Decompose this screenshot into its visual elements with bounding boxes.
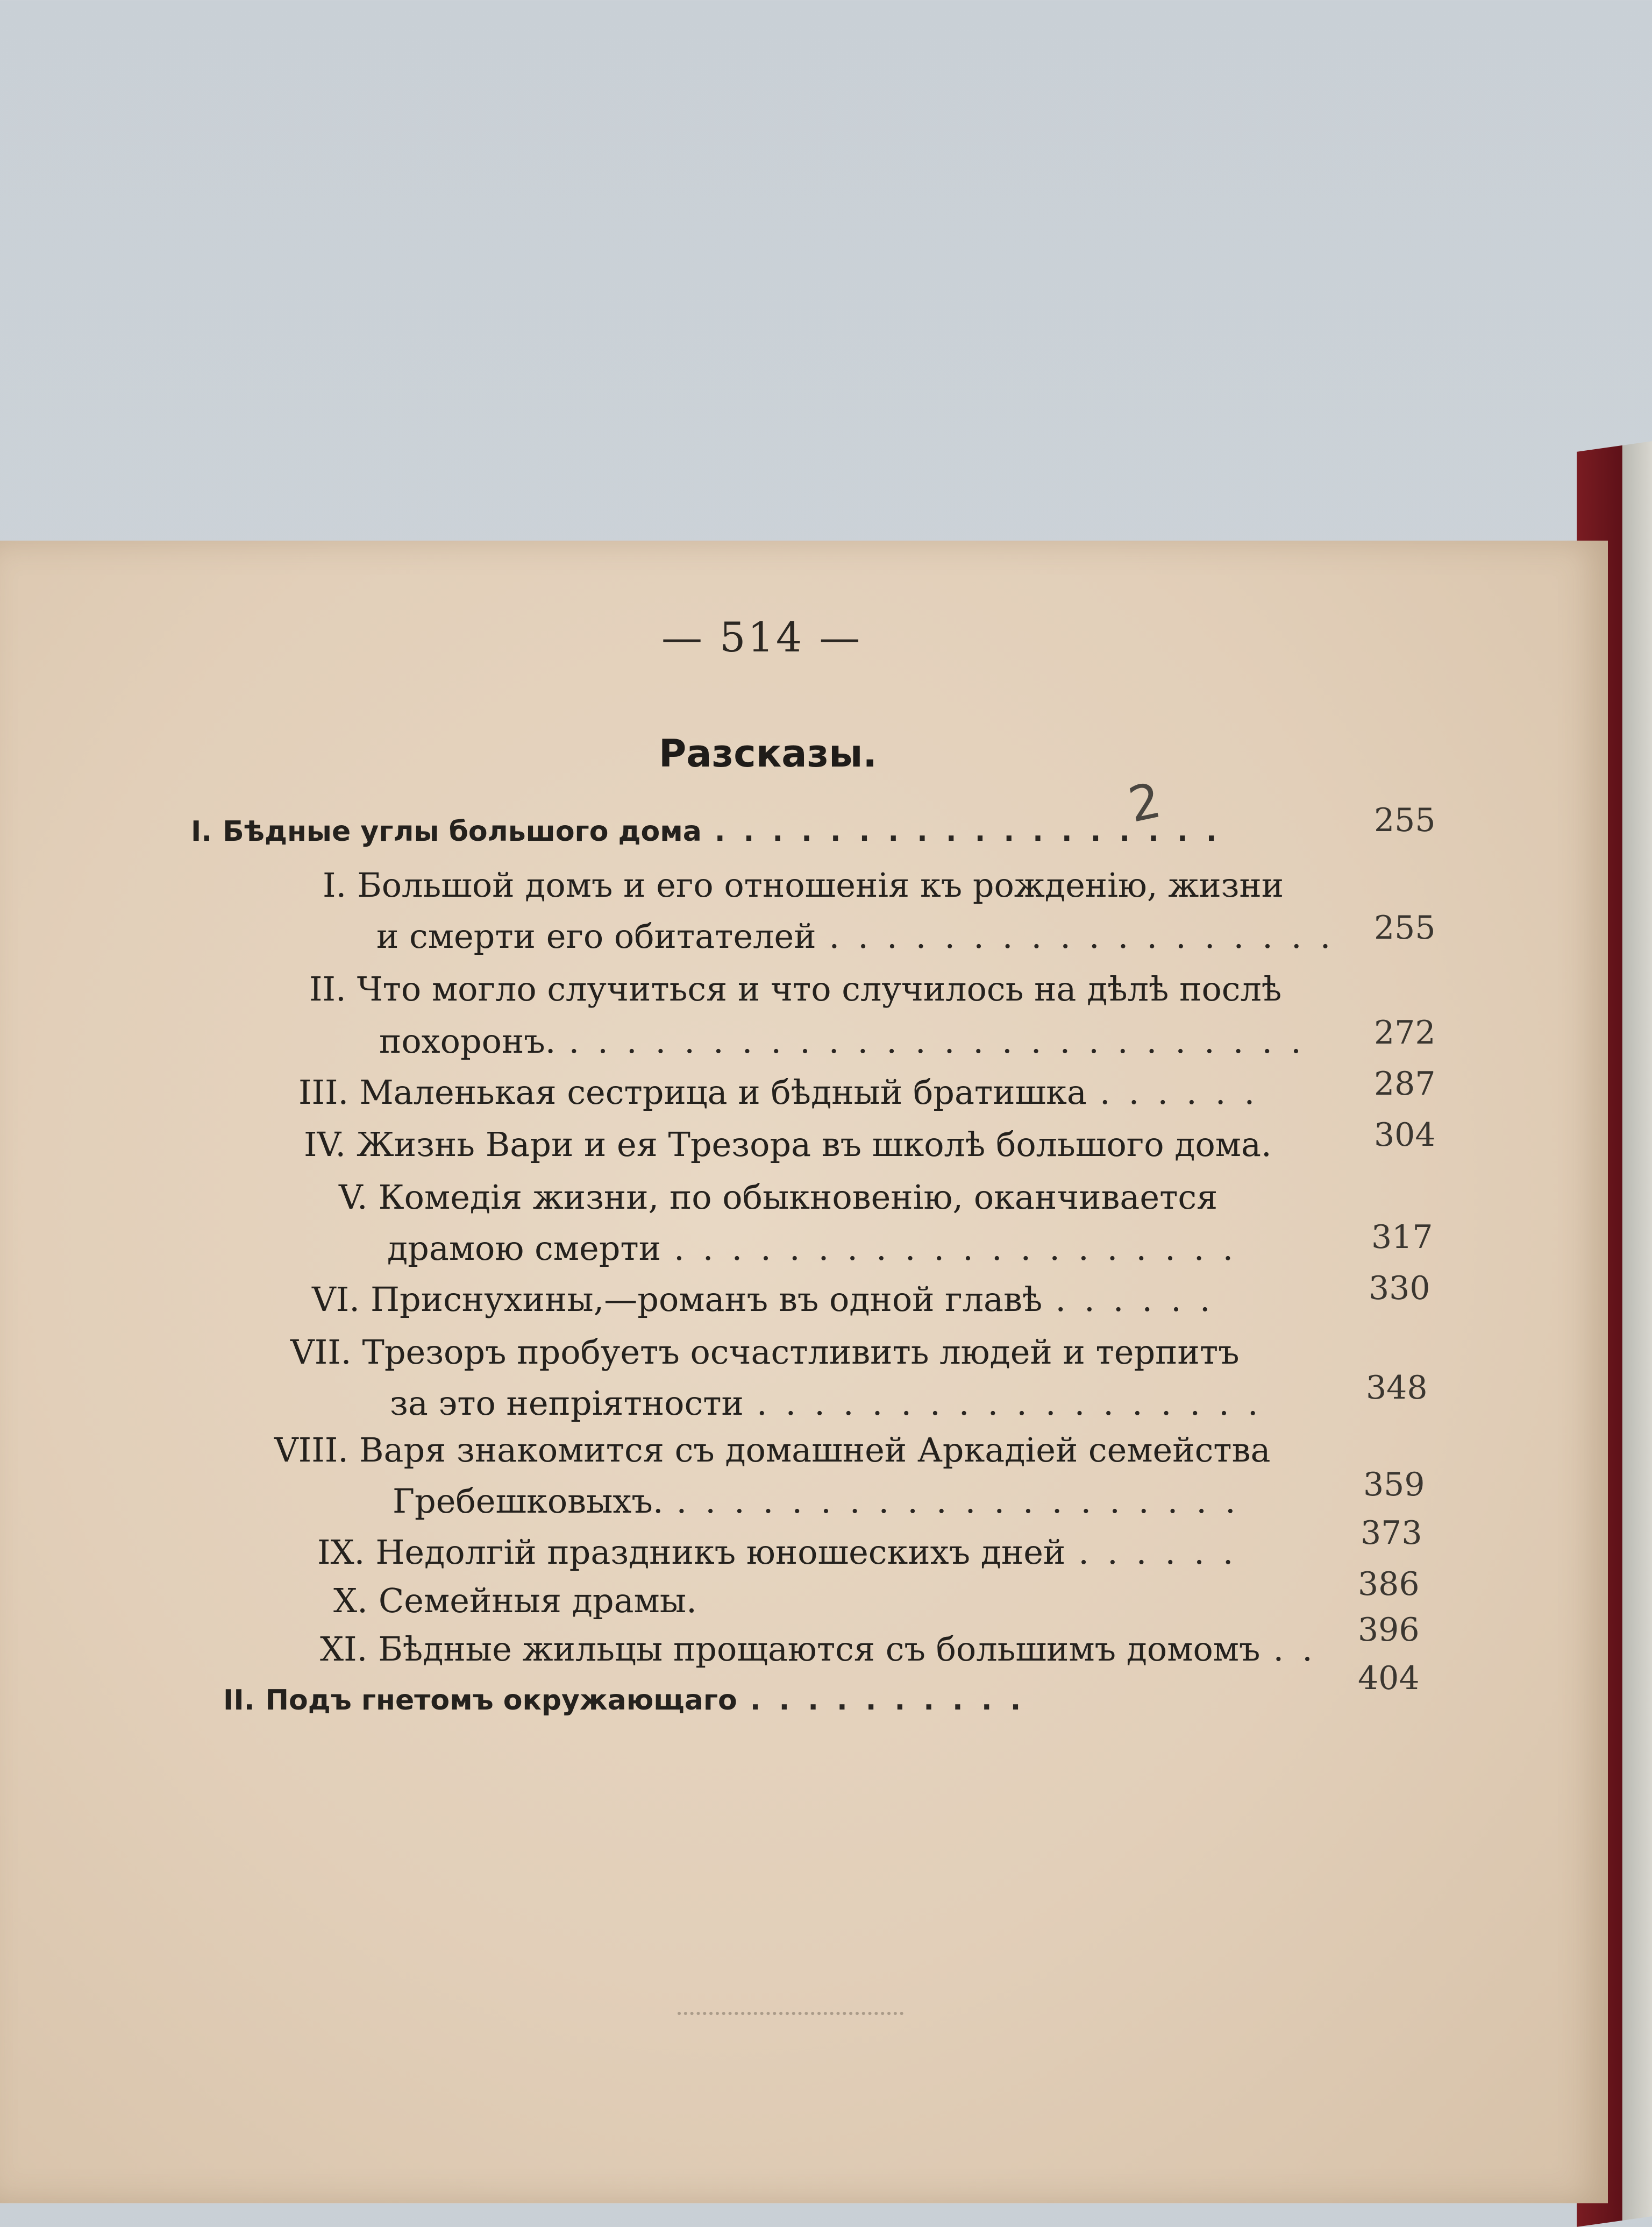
entry-page: 317 — [1371, 1218, 1433, 1256]
entry-title: Трезоръ пробуетъ осчастливить людей и терпитъ — [362, 1332, 1240, 1372]
entry-title: Маленькая сестрица и бѣдный братишка — [359, 1073, 1087, 1112]
toc-entry — [387, 1229, 1344, 1268]
leader-dots: .. — [1273, 1629, 1331, 1669]
leader-dots: .......................... — [568, 1022, 1320, 1061]
entry-number: V. — [339, 1178, 368, 1217]
leader-dots: ...... — [1055, 1280, 1229, 1319]
entry-title: Гребешковыхъ. — [393, 1481, 664, 1521]
entry-title: Семейныя драмы. — [378, 1581, 697, 1620]
pencil-mark: 2 — [1123, 772, 1166, 834]
entry-title: Подъ гнетомъ окружающаго — [265, 1684, 737, 1717]
entry-page: 330 — [1369, 1269, 1430, 1307]
entry-title: и смерти его обитателей — [376, 917, 816, 956]
entry-number: I. — [323, 866, 347, 905]
page-number: — 514 — — [661, 613, 863, 661]
entry-title: Варя знакомится съ домашней Аркадіей семейства — [359, 1430, 1271, 1470]
toc-entry — [290, 1332, 1334, 1372]
toc-entry-part-2 — [223, 1684, 1320, 1717]
entry-page: 404 — [1358, 1659, 1420, 1697]
entry-page: 287 — [1374, 1065, 1436, 1103]
entry-page: 386 — [1358, 1565, 1420, 1603]
entry-number: III. — [298, 1073, 349, 1112]
toc-entry — [304, 1125, 1344, 1164]
entry-number: II. — [223, 1684, 255, 1717]
leader-dots: .......... — [750, 1684, 1039, 1717]
toc-entry — [333, 1581, 1318, 1620]
toc-entry — [393, 1481, 1328, 1521]
entry-page: 272 — [1374, 1014, 1436, 1052]
entry-number: I. — [191, 815, 212, 848]
entry-title: Бѣдные жильцы прощаются съ большимъ домомъ — [378, 1629, 1261, 1669]
entry-page: 255 — [1374, 909, 1436, 947]
entry-number: X. — [333, 1581, 368, 1620]
section-title: Разсказы. — [659, 732, 878, 776]
toc-entry — [339, 1178, 1344, 1217]
entry-page: 304 — [1374, 1116, 1436, 1154]
leader-dots: .................... — [674, 1229, 1252, 1268]
toc-entry — [312, 1280, 1334, 1319]
entry-number: IX. — [317, 1533, 365, 1572]
entry-title: Что могло случиться и что случилось на дѣлѣ послѣ — [357, 969, 1282, 1009]
entry-number: VI. — [312, 1280, 360, 1319]
toc-entry-part-1 — [191, 815, 1347, 848]
toc-entry — [323, 866, 1344, 905]
leader-dots: .................. — [829, 917, 1349, 956]
entry-title: Приснухины,—романъ въ одной главѣ — [370, 1280, 1043, 1319]
toc-entry — [379, 1022, 1344, 1061]
entry-title: драмою смерти — [387, 1229, 661, 1268]
leader-dots: .................. — [756, 1384, 1277, 1423]
entry-page: 348 — [1366, 1369, 1428, 1407]
entry-number: XI. — [320, 1629, 368, 1669]
leader-dots: .................. — [714, 815, 1235, 848]
ornament-divider — [678, 1996, 903, 2015]
entry-title: похоронъ. — [379, 1022, 556, 1061]
leader-dots: .................... — [676, 1481, 1254, 1521]
entry-number: II. — [309, 969, 346, 1009]
leader-dots: ...... — [1099, 1073, 1273, 1112]
toc-entry — [376, 917, 1349, 956]
entry-number: VIII. — [274, 1430, 348, 1470]
entry-page: 359 — [1363, 1466, 1425, 1503]
entry-title: Недолгій праздникъ юношескихъ дней — [375, 1533, 1066, 1572]
entry-title: Жизнь Вари и ея Трезора въ школѣ большого дома. — [357, 1125, 1272, 1164]
toc-entry — [320, 1629, 1331, 1669]
toc-entry — [298, 1073, 1344, 1112]
toc-entry — [309, 969, 1344, 1009]
toc-entry — [274, 1430, 1328, 1470]
entry-number: IV. — [304, 1125, 346, 1164]
entry-page: 396 — [1358, 1611, 1420, 1649]
entry-title: Комедія жизни, по обыкновенію, оканчивается — [378, 1178, 1218, 1217]
entry-title: за это непріятности — [390, 1384, 744, 1423]
entry-page: 255 — [1374, 802, 1436, 839]
entry-title: Большой домъ и его отношенія къ рожденію, жизни — [357, 866, 1284, 905]
toc-entry — [317, 1533, 1323, 1572]
entry-title: Бѣдные углы большого дома — [223, 815, 702, 848]
leader-dots: ...... — [1078, 1533, 1252, 1572]
toc-entry — [390, 1384, 1334, 1423]
entry-page: 373 — [1361, 1514, 1422, 1552]
entry-number: VII. — [290, 1332, 352, 1372]
